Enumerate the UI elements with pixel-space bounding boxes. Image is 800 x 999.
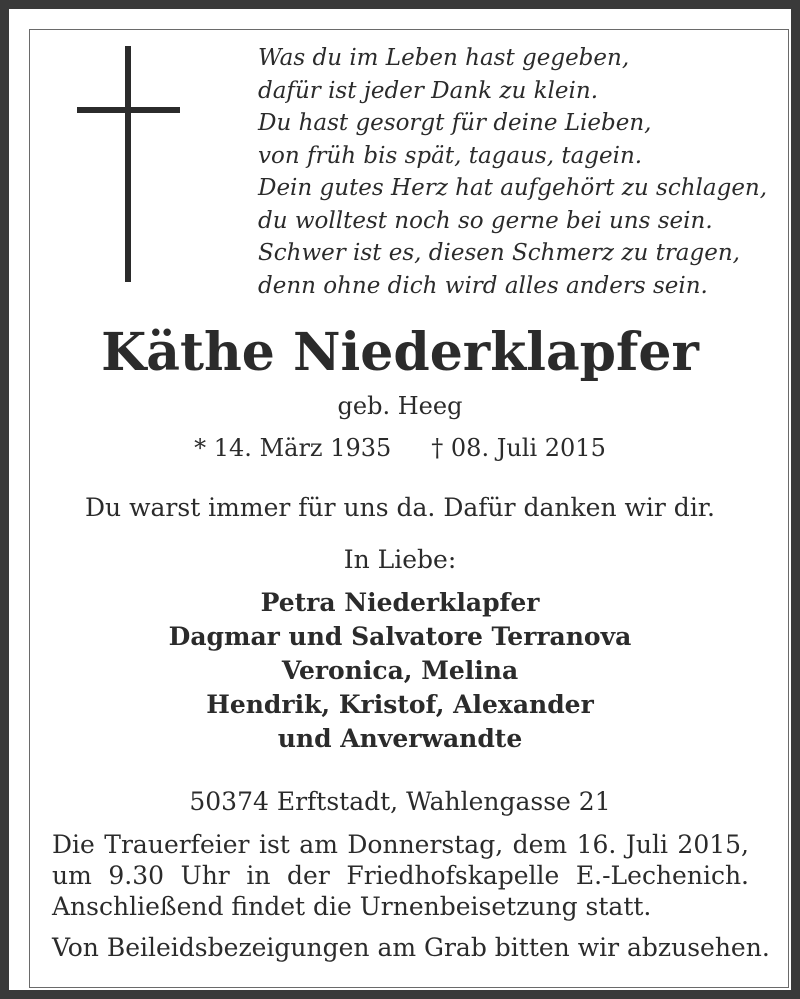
poem-line: denn ohne dich wird alles anders sein. [258, 272, 708, 299]
family-member: Veronica, Melina [281, 656, 519, 685]
deceased-name: Käthe Niederklapfer [101, 322, 699, 383]
poem-line: Was du im Leben hast gegeben, [258, 45, 630, 71]
funeral-info [52, 829, 749, 922]
family-list [30, 586, 770, 756]
poem-line: von früh bis spät, tagaus, tagein. [258, 142, 643, 169]
thanks-line: Du warst immer für uns da. Dafür danken wir dir. [85, 493, 715, 522]
funeral-line: Anschließend findet die Urnenbeisetzung statt. [52, 892, 652, 921]
family-member: Dagmar und Salvatore Terranova [168, 622, 632, 651]
death-date: † 08. Juli 2015 [431, 434, 606, 462]
poem-line: Du hast gesorgt für deine Lieben, [258, 110, 652, 136]
family-member: Hendrik, Kristof, Alexander [206, 690, 594, 719]
poem [258, 42, 768, 302]
cross-icon-bar [77, 107, 180, 113]
poem-line: Schwer ist es, diesen Schmerz zu tragen, [258, 240, 740, 266]
birth-name: geb. Heeg [337, 392, 463, 420]
family-member: und Anverwandte [277, 724, 523, 753]
funeral-line: um 9.30 Uhr in der Friedhofskapelle E.-Lechenich. [52, 861, 749, 890]
family-member: Petra Niederklapfer [260, 588, 540, 617]
condolence-note: Von Beileidsbezeigungen am Grab bitten wir abzusehen. [52, 933, 770, 962]
funeral-line: Die Trauerfeier ist am Donnerstag, dem 16. Juli 2015, [52, 830, 749, 859]
address: 50374 Erftstadt, Wahlengasse 21 [189, 787, 611, 816]
poem-line: du wolltest noch so gerne bei uns sein. [258, 207, 713, 234]
life-dates [30, 432, 770, 464]
birth-date: * 14. März 1935 [194, 434, 392, 462]
poem-line: dafür ist jeder Dank zu klein. [258, 77, 599, 104]
poem-line: Dein gutes Herz hat aufgehört zu schlagen, [258, 175, 768, 201]
cross-icon [125, 46, 131, 282]
in-love-label: In Liebe: [343, 545, 457, 574]
